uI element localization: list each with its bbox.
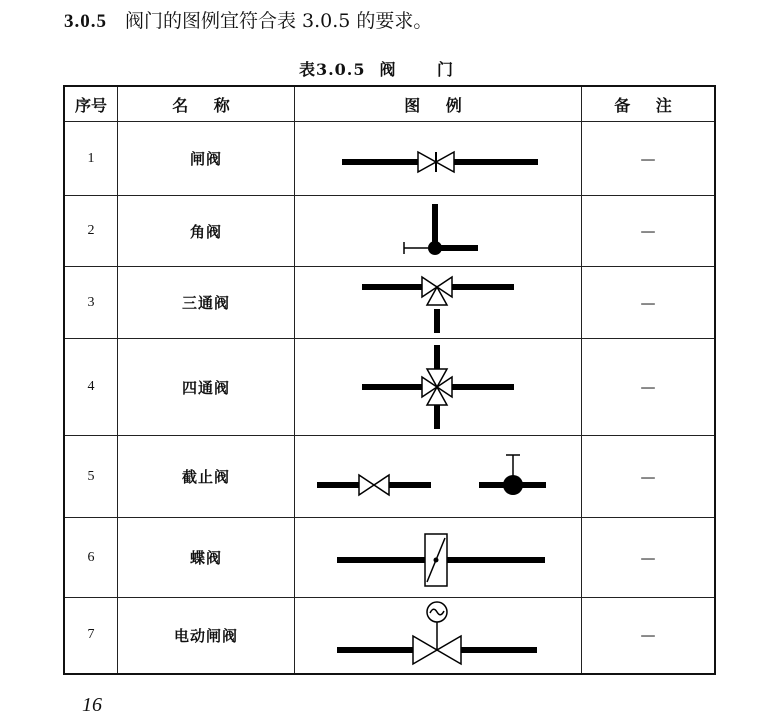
row-note: — xyxy=(582,518,716,598)
clause-number: 3.0.5 xyxy=(64,11,107,32)
row-name: 闸阀 xyxy=(118,122,295,196)
globe-valve-icon xyxy=(303,447,573,507)
row-name: 四通阀 xyxy=(118,339,295,436)
row-seq: 7 xyxy=(64,598,118,674)
row-seq: 6 xyxy=(64,518,118,598)
header-note: 备 注 xyxy=(582,86,716,122)
row-name: 截止阀 xyxy=(118,436,295,518)
page-number: 16 xyxy=(82,694,102,716)
table-caption-number: 表3.0.5 xyxy=(298,60,366,79)
table-row xyxy=(64,518,715,598)
clause-heading xyxy=(64,6,432,33)
header-seq: 序号 xyxy=(64,86,118,122)
row-note: — xyxy=(582,196,716,267)
row-note: — xyxy=(582,339,716,436)
row-seq: 5 xyxy=(64,436,118,518)
three-way-valve-icon xyxy=(328,271,548,335)
table-row xyxy=(64,267,715,339)
table-row xyxy=(64,598,715,674)
table-row xyxy=(64,339,715,436)
butterfly-valve-icon xyxy=(323,526,553,590)
electric-gate-valve-icon xyxy=(323,600,553,670)
row-seq: 4 xyxy=(64,339,118,436)
table-row xyxy=(64,122,715,196)
row-seq: 3 xyxy=(64,267,118,339)
row-name: 三通阀 xyxy=(118,267,295,339)
row-name: 角阀 xyxy=(118,196,295,267)
row-seq: 2 xyxy=(64,196,118,267)
valve-legend-table xyxy=(63,85,716,675)
row-name: 蝶阀 xyxy=(118,518,295,598)
clause-text: 阀门的图例宜符合表 3.0.5 的要求。 xyxy=(125,10,433,32)
row-name: 电动闸阀 xyxy=(118,598,295,674)
header-figure: 图 例 xyxy=(295,86,582,122)
table-row xyxy=(64,196,715,267)
row-note: — xyxy=(582,122,716,196)
header-name: 名 称 xyxy=(118,86,295,122)
four-way-valve-icon xyxy=(328,343,548,431)
row-note: — xyxy=(582,598,716,674)
table-caption-title: 阀 门 xyxy=(379,60,472,79)
table-header-row xyxy=(64,86,715,122)
table-caption xyxy=(0,57,770,80)
row-note: — xyxy=(582,267,716,339)
row-seq: 1 xyxy=(64,122,118,196)
table-row xyxy=(64,436,715,518)
angle-valve-icon xyxy=(328,200,548,262)
gate-valve-icon xyxy=(328,134,548,184)
row-note: — xyxy=(582,436,716,518)
